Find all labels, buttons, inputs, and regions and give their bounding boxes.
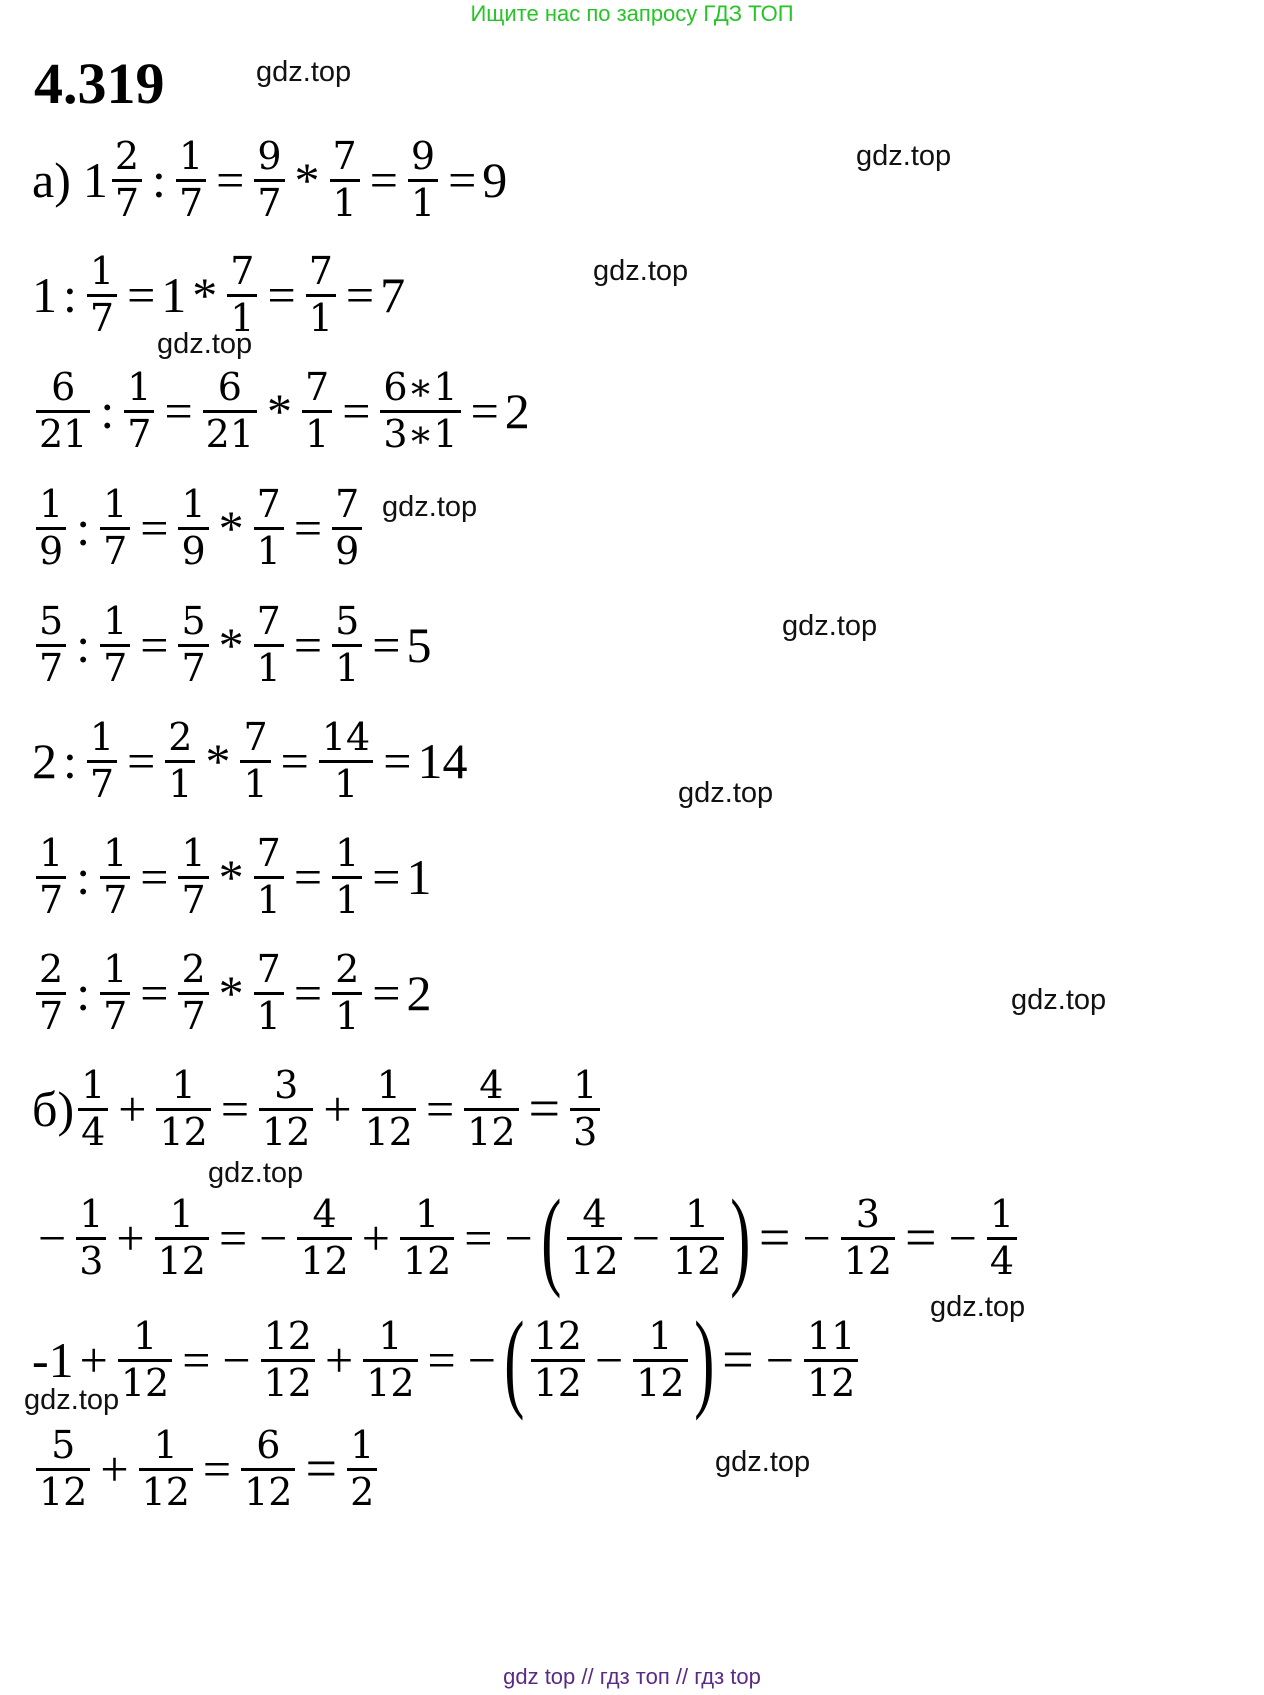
fraction: $\frac{1}{9}$: [36, 483, 66, 573]
equation-a-4: $\frac{1}{9}$ : $\frac{1}{7}$ = $\frac{1}{9}$ * $\frac{7}{1}$ = $\frac{7}{9}$: [32, 483, 366, 573]
fraction: $\frac{3}{12}$: [841, 1193, 895, 1283]
fraction: $\frac{1}{7}$: [87, 250, 117, 340]
fraction: $\frac{1}{12}$: [139, 1424, 193, 1514]
fraction: $\frac{1}{7}$: [100, 600, 130, 690]
fraction: $\frac{1}{7}$: [87, 716, 117, 806]
exercise-number: 4.319: [34, 51, 165, 116]
equation-a-6: 2 : $\frac{1}{7}$ = $\frac{2}{1}$ * $\frac{7}{1}$ = $\frac{14}{1}$ = 14: [32, 715, 468, 806]
fraction: $\frac{1}{3}$: [570, 1064, 600, 1154]
fraction: $\frac{7}{1}$: [302, 366, 332, 456]
watermark: gdz.top: [382, 491, 478, 523]
fraction: $\frac{7}{9}$: [332, 483, 362, 573]
watermark: gdz.top: [678, 777, 774, 809]
fraction: $\frac{7}{1}$: [254, 483, 284, 573]
equation-a-8: $\frac{2}{7}$ : $\frac{1}{7}$ = $\frac{2}{7}$ * $\frac{7}{1}$ = $\frac{2}{1}$ = 2: [32, 948, 431, 1038]
fraction: $\frac{5}{12}$: [36, 1424, 90, 1514]
fraction: $\frac{5}{7}$: [36, 600, 66, 690]
fraction: $\frac{1}{7}$: [178, 832, 208, 922]
fraction: $\frac{4}{12}$: [567, 1193, 621, 1283]
fraction: $\frac{6}{12}$: [241, 1424, 295, 1514]
fraction: $\frac{1}{7}$: [100, 483, 130, 573]
fraction: $\frac{4}{12}$: [464, 1064, 518, 1154]
watermark: gdz.top: [157, 328, 253, 360]
fraction: $\frac{1}{12}$: [156, 1064, 210, 1154]
fraction: $\frac{5}{7}$: [178, 600, 208, 690]
fraction: $\frac{6}{21}$: [203, 366, 257, 456]
fraction: $\frac{1}{9}$: [178, 483, 208, 573]
fraction: $\frac{1}{12}$: [400, 1193, 454, 1283]
result: 1: [406, 849, 432, 906]
fraction: $\frac{7}{1}$: [240, 716, 270, 806]
result: 2: [406, 965, 432, 1022]
fraction: $\frac{1}{12}$: [363, 1315, 417, 1405]
fraction: $\frac{1}{7}$: [100, 832, 130, 922]
fraction: $\frac{7}{1}$: [330, 135, 360, 225]
fraction: $\frac{7}{1}$: [227, 250, 257, 340]
fraction: $\frac{3}{12}$: [259, 1064, 313, 1154]
equation-a-2: 1 : $\frac{1}{7}$ = 1 * $\frac{7}{1}$ = $\frac{7}{1}$ = 7: [32, 249, 406, 340]
watermark: gdz.top: [1011, 984, 1107, 1016]
fraction: $\frac{2}{1}$: [165, 716, 195, 806]
fraction: $\frac{12}{12}$: [261, 1315, 315, 1405]
search-banner[interactable]: Ищите нас по запросу ГДЗ ТОП: [470, 1, 794, 26]
fraction: $\frac{7}{1}$: [254, 600, 284, 690]
fraction: $\frac{11}{12}$: [804, 1315, 858, 1405]
fraction: $\frac{1}{12}$: [362, 1064, 416, 1154]
fraction: $\frac{7}{1}$: [254, 832, 284, 922]
fraction: $\frac{6}{21}$: [36, 366, 90, 456]
equation-a-3: $\frac{6}{21}$ : $\frac{1}{7}$ = $\frac{6}{21}$ * $\frac{7}{1}$ = $\frac{6∗1}{3∗1}$ = 2: [32, 366, 530, 456]
fraction: $\frac{1}{7}$: [176, 135, 206, 225]
operand: 1: [161, 267, 187, 324]
fraction: $\frac{1}{7}$: [124, 366, 154, 456]
fraction: $\frac{9}{1}$: [408, 135, 438, 225]
fraction: $\frac{7}{1}$: [306, 250, 336, 340]
part-label: а): [32, 152, 71, 209]
fraction: $\frac{1}{2}$: [347, 1424, 377, 1514]
equation-b-3: -1 + $\frac{1}{12}$ = − $\frac{12}{12}$ + $\frac{1}{12}$ = − ( $\frac{12}{12}$ − $\frac{1}{12}$ ) = − $\frac{11}{12}$: [32, 1305, 862, 1415]
result: 14: [417, 733, 468, 790]
fraction: $\frac{1}{7}$: [100, 948, 130, 1038]
fraction: $\frac{12}{12}$: [531, 1315, 585, 1405]
equation-a-1: а) 1 $\frac{2}{7}$ : $\frac{1}{7}$ = $\frac{9}{7}$ * $\frac{7}{1}$ = $\frac{9}{1}$ = 9: [32, 134, 508, 225]
fraction: $\frac{1}{3}$: [76, 1193, 106, 1283]
fraction: $\frac{7}{1}$: [254, 948, 284, 1038]
fraction: $\frac{4}{12}$: [297, 1193, 351, 1283]
fraction: $\frac{1}{12}$: [118, 1315, 172, 1405]
equation-a-7: $\frac{1}{7}$ : $\frac{1}{7}$ = $\frac{1}{7}$ * $\frac{7}{1}$ = $\frac{1}{1}$ = 1: [32, 832, 431, 922]
watermark: gdz.top: [856, 140, 952, 172]
fraction: $\frac{1}{12}$: [155, 1193, 209, 1283]
fraction: $\frac{1}{7}$: [36, 832, 66, 922]
equation-a-5: $\frac{5}{7}$ : $\frac{1}{7}$ = $\frac{5}{7}$ * $\frac{7}{1}$ = $\frac{5}{1}$ = 5: [32, 600, 431, 690]
result: 5: [406, 617, 432, 674]
watermark: gdz.top: [782, 610, 878, 642]
watermark: gdz.top: [930, 1291, 1026, 1323]
fraction: $\frac{2}{7}$: [178, 948, 208, 1038]
fraction: $\frac{1}{4}$: [987, 1193, 1017, 1283]
fraction: $\frac{2}{1}$: [332, 948, 362, 1038]
fraction: $\frac{9}{7}$: [254, 135, 284, 225]
equation-b-1: б) $\frac{1}{4}$ + $\frac{1}{12}$ = $\frac{3}{12}$ + $\frac{1}{12}$ = $\frac{4}{12}$ = $\frac{1}{3}$: [32, 1064, 604, 1154]
footer-links[interactable]: gdz top // гдз топ // гдз top: [503, 1664, 761, 1689]
part-label: б): [32, 1081, 75, 1138]
watermark: gdz.top: [593, 255, 689, 287]
fraction: $\frac{1}{1}$: [332, 832, 362, 922]
result: 2: [504, 383, 530, 440]
operand: 1: [32, 267, 57, 324]
fraction: $\frac{14}{1}$: [319, 716, 373, 806]
fraction: $\frac{1}{12}$: [670, 1193, 724, 1283]
result: 7: [380, 267, 406, 324]
fraction: $\frac{1}{4}$: [78, 1064, 108, 1154]
fraction: $\frac{5}{1}$: [332, 600, 362, 690]
fraction: $\frac{2}{7}$: [112, 135, 142, 225]
whole-part: 1: [82, 152, 108, 209]
watermark: gdz.top: [208, 1157, 304, 1189]
operand: 2: [32, 733, 57, 790]
watermark: gdz.top: [24, 1384, 120, 1416]
fraction: $\frac{6∗1}{3∗1}$: [380, 366, 460, 456]
watermark: gdz.top: [256, 56, 352, 88]
equation-b-2: − $\frac{1}{3}$ + $\frac{1}{12}$ = − $\frac{4}{12}$ + $\frac{1}{12}$ = − ( $\frac{4}{12}$ − $\frac{1}{12}$ ) = − $\frac{3}{12}$ = − $\frac{1}{4}$: [32, 1183, 1021, 1293]
fraction: $\frac{1}{12}$: [633, 1315, 687, 1405]
fraction: $\frac{2}{7}$: [36, 948, 66, 1038]
watermark: gdz.top: [715, 1446, 811, 1478]
result: 9: [482, 152, 508, 209]
equation-b-4: $\frac{5}{12}$ + $\frac{1}{12}$ = $\frac{6}{12}$ = $\frac{1}{2}$: [32, 1424, 381, 1514]
operand: -1: [32, 1332, 74, 1388]
